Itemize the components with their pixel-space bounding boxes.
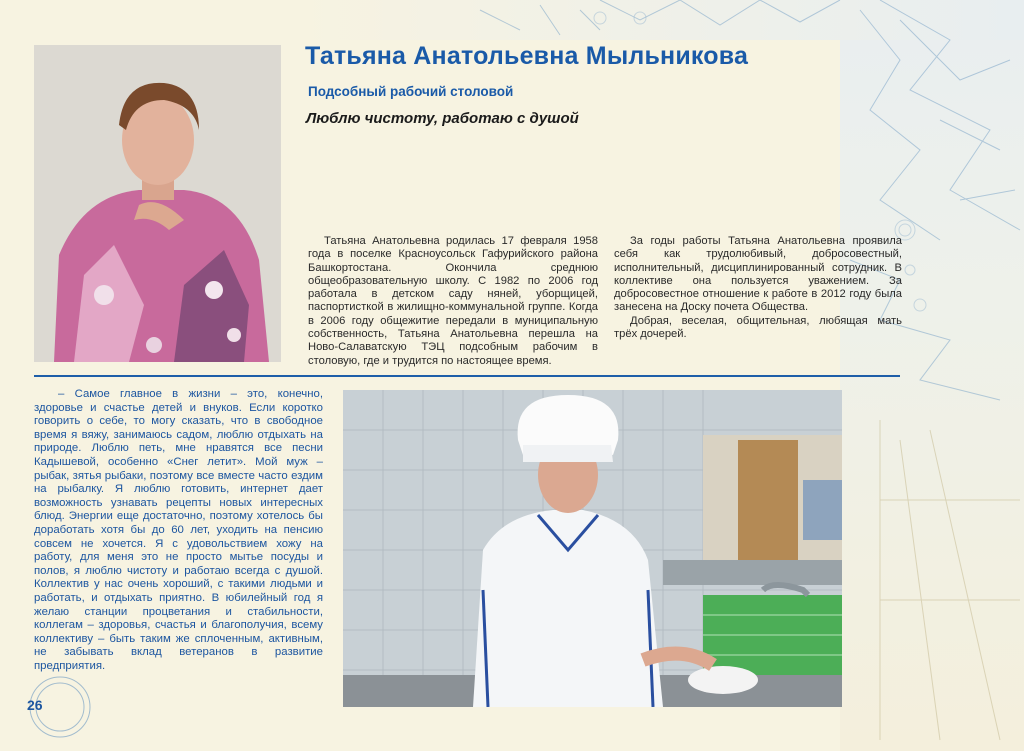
bio-paragraph: Татьяна Анатольевна родилась 17 февраля 1958 года в поселке Красноусольск Гафурийского района Башкортостана. Окончила среднюю общеобразовательную школу. С 1982 по 2006 год работала в детском саду няней, уборщицей, паспортисткой в жилищно-коммунальной группе. Когда в 2006 году общежитие передали в муниципальную собственность, Татьяна Анатольевна перешла на Ново-Салаватскую ТЭЦ подсобным рабочим в столовую, где и трудится по настоящее время. xyxy=(308,235,598,367)
bio-column-2 xyxy=(614,235,902,341)
bio-column-1 xyxy=(308,235,598,368)
kitchen-photo xyxy=(343,390,842,707)
person-name: Татьяна Анатольевна Мыльникова xyxy=(305,42,749,70)
job-position: Подсобный рабочий столовой xyxy=(308,84,514,99)
bio-paragraph: Добрая, веселая, общительная, любящая мать трёх дочерей. xyxy=(614,314,902,341)
page-number: 26 xyxy=(27,697,43,713)
motto: Люблю чистоту, работаю с душой xyxy=(306,110,579,127)
portrait-photo xyxy=(34,45,281,362)
bio-paragraph: За годы работы Татьяна Анатольевна проявила себя как трудолюбивый, добросовестный, исполнительный, дисциплинированный сотрудник. В коллективе она пользуется уважением. За добросовестное отношение к работе в 2012 году была занесена на Доску почета Общества. xyxy=(614,235,902,314)
interview-quote: – Самое главное в жизни – это, конечно, здоровье и счастье детей и внуков. Если коротко говорить о себе, то могу сказать, что в свободное время я вяжу, занимаюсь садом, люблю отдыхать на природе. Люблю петь, мне нравятся все песни Кадышевой, особенно «Снег летит». Мой муж – рыбак, зятья рыбаки, поэтому все вместе часто ездим на рыбалку. Я люблю готовить, интернет дает возможность узнавать рецепты новых интересных блюд. Энергии еще достаточно, поэтому хотелось бы доработать хотя бы до 60 лет, уходить на пенсию совсем не хочется. Я с удовольствием хожу на работу, для меня это не просто мытье посуды и полов, я люблю чистоту и работаю всегда с душой. Коллектив у нас очень хороший, с такими людьми и работать, и отдыхать приятно. В юбилейный год я желаю станции процветания и стабильности, коллегам – здоровья, счастья и благополучия, всему коллективу – быть таким же сплоченным, активным, не забывать вклад ветеранов в развитие предприятия. xyxy=(34,388,323,672)
section-divider xyxy=(34,375,900,377)
